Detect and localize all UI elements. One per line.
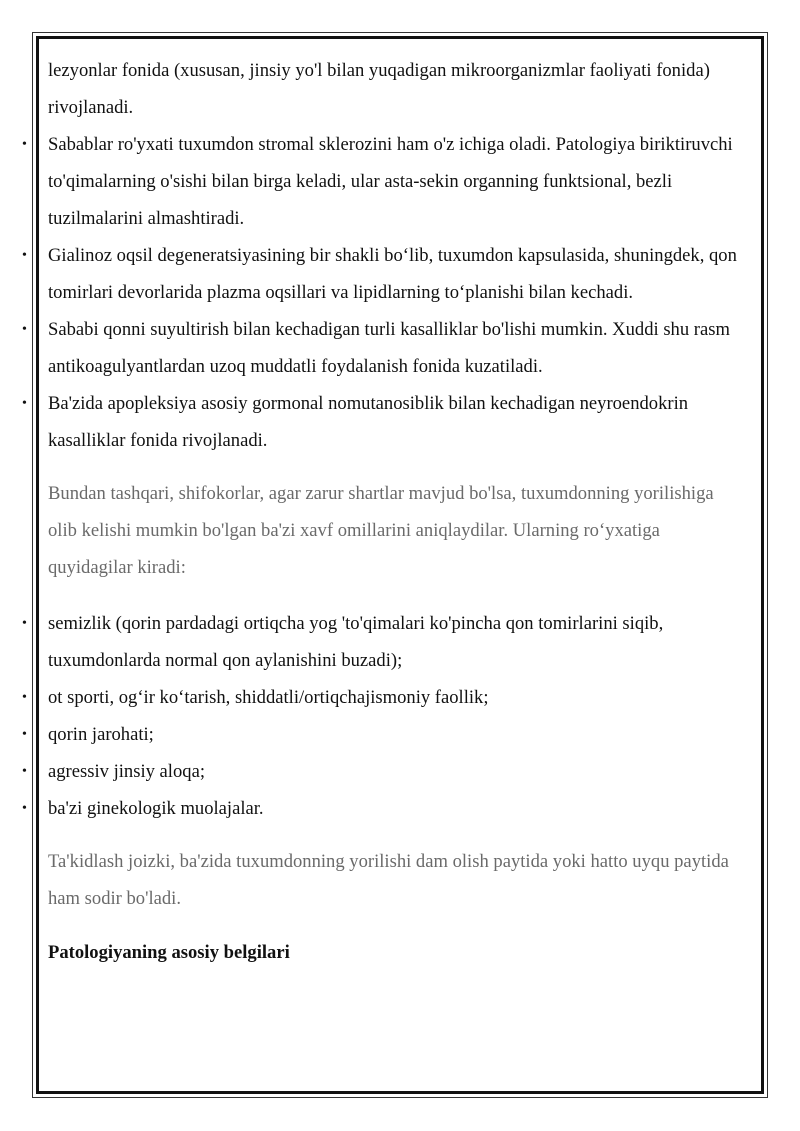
bullet-icon: • (22, 764, 27, 779)
list-item (22, 126, 738, 237)
bullet-icon: • (22, 396, 27, 411)
bullet-icon: • (22, 616, 27, 631)
list-item (22, 679, 738, 716)
list-item-text: ba'zi ginekologik muolajalar. (48, 798, 264, 819)
bullet-icon: • (22, 248, 27, 263)
list-item (22, 716, 738, 753)
risk-intro-paragraph: Bundan tashqari, shifokorlar, agar zarur shartlar mavjud bo'lsa, tuxumdonning yorilishiga olib kelishi mumkin bo'lgan ba'zi xavf omillarini aniqlaydilar. Ularning ro‘yxatiga quyidagilar kiradi: (48, 483, 714, 578)
list-item-text: qorin jarohati; (48, 724, 154, 745)
bullet-icon: • (22, 801, 27, 816)
bullet-icon: • (22, 727, 27, 742)
risk-factors-list (22, 605, 738, 827)
list-item-text: ot sporti, og‘ir ko‘tarish, shiddatli/ortiqchajismoniy faollik; (48, 687, 489, 708)
list-item-text: agressiv jinsiy aloqa; (48, 761, 205, 782)
list-item (22, 790, 738, 827)
bullet-icon: • (22, 690, 27, 705)
list-item (22, 385, 738, 459)
bullet-icon: • (22, 322, 27, 337)
list-item (22, 605, 738, 679)
list-item-text: Gialinoz oqsil degeneratsiyasining bir shakli bo‘lib, tuxumdon kapsulasida, shuningdek, qon tomirlari devorlarida plazma oqsillari va lipidlarning to‘planishi bilan kechadi. (48, 245, 737, 303)
note-paragraph: Ta'kidlash joizki, ba'zida tuxumdonning yorilishi dam olish paytida yoki hatto uyqu paytida ham sodir bo'ladi. (48, 851, 729, 909)
document-body (22, 52, 738, 971)
list-item (22, 753, 738, 790)
intro-paragraph: lezyonlar fonida (xususan, jinsiy yo'l bilan yuqadigan mikroorganizmlar faoliyati fonida) rivojlanadi. (48, 60, 710, 118)
list-item (22, 311, 738, 385)
list-item-text: semizlik (qorin pardadagi ortiqcha yog 'to'qimalari ko'pincha qon tomirlarini siqib, tuxumdonlarda normal qon aylanishini buzadi); (48, 613, 664, 671)
section-heading: Patologiyaning asosiy belgilari (48, 942, 290, 963)
bullet-icon: • (22, 137, 27, 152)
list-item (22, 237, 738, 311)
causes-list (22, 126, 738, 459)
list-item-text: Ba'zida apopleksiya asosiy gormonal nomutanosiblik bilan kechadigan neyroendokrin kasalliklar fonida rivojlanadi. (48, 393, 689, 451)
list-item-text: Sabablar ro'yxati tuxumdon stromal sklerozini ham o'z ichiga oladi. Patologiya biriktiruvchi to'qimalarning o'sishi bilan birga keladi, ular asta-sekin organning funktsional, bezli tuzilmalarini almashtiradi. (48, 134, 733, 229)
list-item-text: Sababi qonni suyultirish bilan kechadigan turli kasalliklar bo'lishi mumkin. Xuddi shu rasm antikoagulyantlardan uzoq muddatli foydalanish fonida kuzatiladi. (48, 319, 730, 377)
